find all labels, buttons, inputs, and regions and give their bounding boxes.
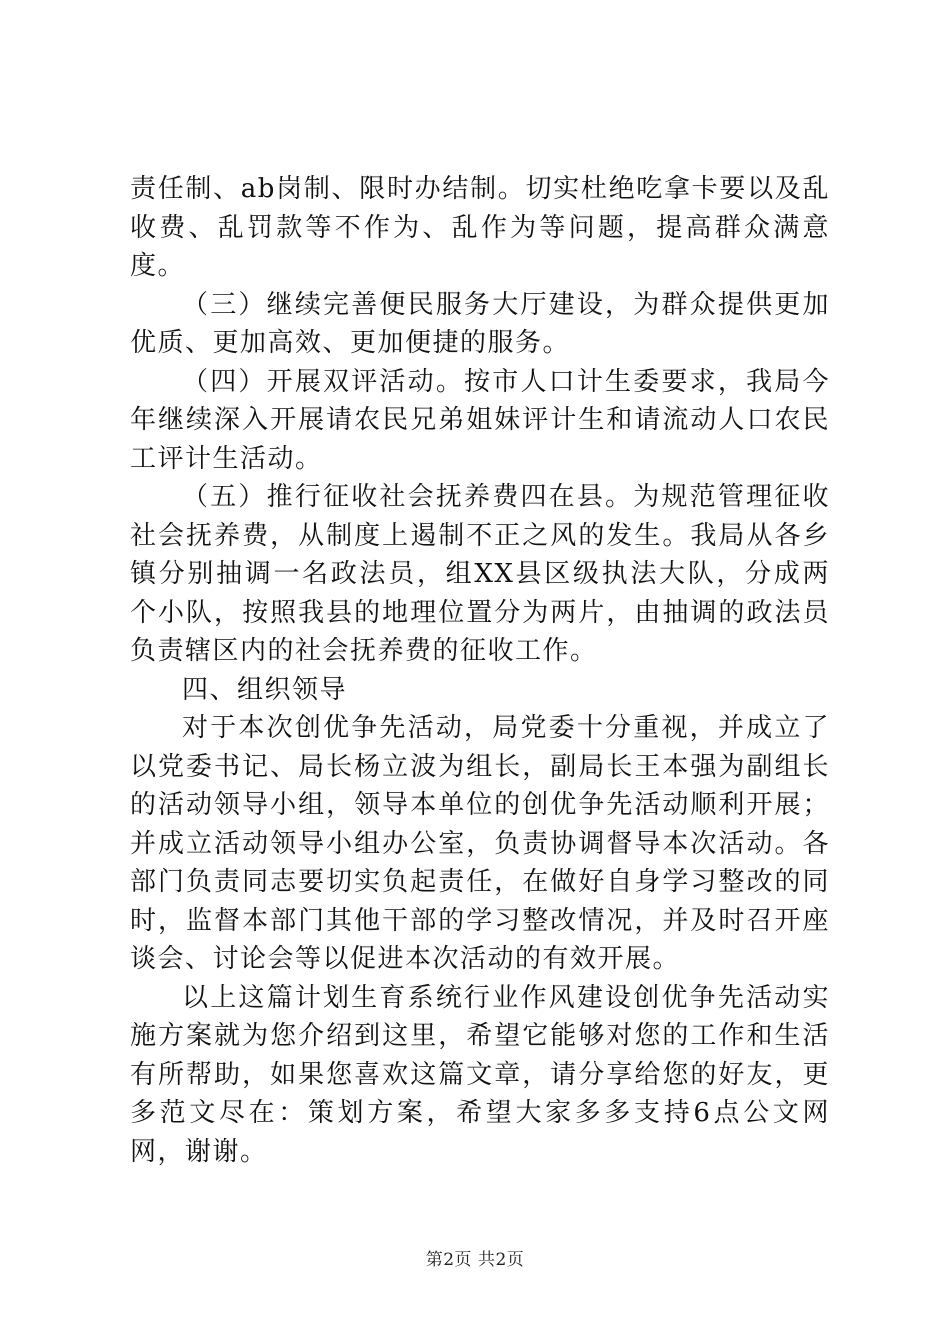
paragraph-item-5: （五）推行征收社会抚养费四在县。为规范管理征收社会抚养费，从制度上遏制不正之风的发生。我局从各乡镇分别抽调一名政法员，组XX县区级执法大队，分成两个小队，按照我县的地理位置分为两片，由抽调的政法员负责辖区内的社会抚养费的征收工作。	[130, 482, 830, 666]
paragraph-item-3: （三）继续完善便民服务大厅建设，为群众提供更加优质、更加高效、更加便捷的服务。	[130, 289, 830, 358]
paragraph-item-4: （四）开展双评活动。按市人口计生委要求，我局今年继续深入开展请农民兄弟姐妹评计生和请流动人口农民工评计生活动。	[130, 366, 830, 474]
document-body	[130, 170, 830, 1171]
section-heading-organization: 四、组织领导	[182, 674, 348, 705]
paragraph-closing: 以上这篇计划生育系统行业作风建设创优争先活动实施方案就为您介绍到这里，希望它能够对您的工作和生活有所帮助，如果您喜欢这篇文章，请分享给您的好友，更多范文尽在：策划方案，希望大家多多支持6点公文网网，谢谢。	[130, 982, 830, 1167]
paragraph-organization: 对于本次创优争先活动，局党委十分重视，并成立了以党委书记、局长杨立波为组长，副局长王本强为副组长的活动领导小组，领导本单位的创优争先活动顺利开展；并成立活动领导小组办公室，负责协调督导本次活动。各部门负责同志要切实负起责任，在做好自身学习整改的同时，监督本部门其他干部的学习整改情况，并及时召开座谈会、讨论会等以促进本次活动的有效开展。	[130, 713, 830, 974]
paragraph-continuation: 责任制、ab岗制、限时办结制。切实杜绝吃拿卡要以及乱收费、乱罚款等不作为、乱作为等问题，提高群众满意度。	[130, 174, 830, 281]
page-footer: 第2页 共2页	[425, 1250, 525, 1270]
